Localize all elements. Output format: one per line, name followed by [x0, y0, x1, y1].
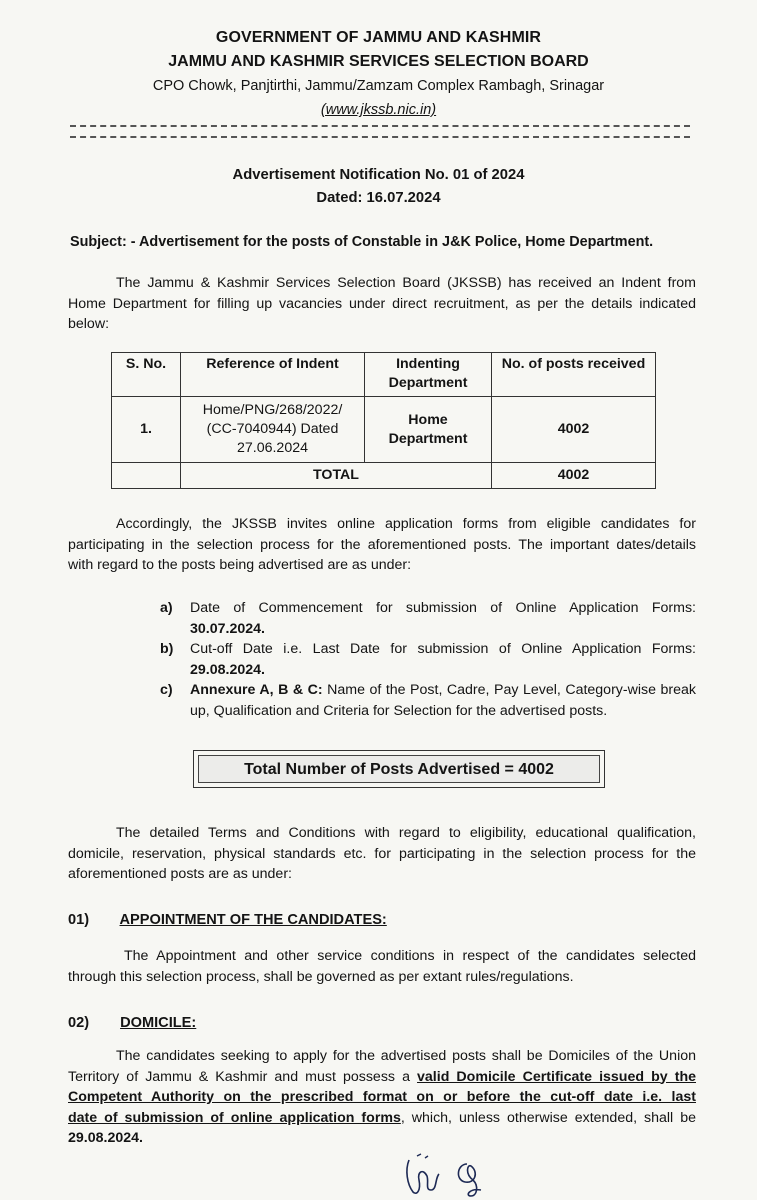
terms-paragraph — [68, 823, 696, 885]
intro-line-1: The Jammu & Kashmir Services Selection Board (JKSSB) has received an Indent from — [116, 275, 696, 291]
header-divider — [70, 125, 690, 138]
header-board: JAMMU AND KASHMIR SERVICES SELECTION BOARD — [168, 53, 589, 70]
section-02-date: 29.08.2024. — [68, 1130, 143, 1146]
header-reference: Reference of Indent — [181, 353, 365, 397]
list-item — [160, 598, 696, 639]
row-reference — [181, 397, 365, 463]
date-b-value: 29.08.2024. — [190, 661, 265, 678]
annexure-text-2: up, Qualification and Criteria for Selection for the advertised posts. — [190, 702, 608, 719]
intro-paragraph — [68, 273, 696, 335]
list-marker-b: b) — [160, 641, 174, 657]
header-department-line2: Department — [388, 375, 468, 391]
domicile-certificate-text: valid Domicile Certificate issued by the — [417, 1068, 696, 1085]
section-02-line-2a: Territory of Jammu & Kashmir and must possess a — [68, 1068, 418, 1085]
header-sno: S. No. — [112, 353, 181, 397]
header-government: GOVERNMENT OF JAMMU AND KASHMIR — [215, 29, 542, 46]
notification-date: Dated: 16.07.2024 — [316, 190, 441, 206]
section-02-number: 02) — [68, 1015, 90, 1031]
section-02-line-3: Competent Authority on the prescribed format on or before the cut-off date i.e. last — [68, 1089, 696, 1105]
intro-line-2: Home Department for filling up vacancies under direct recruitment, as per the details indicated — [68, 295, 696, 312]
section-01-number: 01) — [68, 912, 90, 928]
accordingly-line-1: Accordingly, the JKSSB invites online application forms from eligible candidates for — [116, 516, 696, 532]
terms-line-2: domicile, reservation, physical standards etc. for participating in the selection process for the — [68, 845, 696, 862]
total-posts-text: Total Number of Posts Advertised = 4002 — [198, 755, 600, 783]
row-department-line2: Department — [388, 430, 468, 447]
header-department — [365, 353, 492, 397]
accordingly-paragraph — [68, 514, 696, 576]
total-value: 4002 — [492, 463, 656, 489]
table-total-row — [112, 463, 656, 489]
section-01-heading — [68, 910, 387, 931]
total-label: TOTAL — [181, 463, 492, 489]
accordingly-line-2: participating in the selection process for the aforementioned posts. The important dates/details — [68, 536, 696, 553]
annexure-text-1: Name of the Post, Cadre, Pay Level, Category-wise break — [322, 682, 696, 698]
date-a-value: 30.07.2024. — [190, 620, 265, 637]
section-02-heading — [68, 1013, 196, 1034]
indent-table — [111, 352, 656, 489]
subject-line: Subject: - Advertisement for the posts of Constable in J&K Police, Home Department. — [70, 234, 654, 250]
row-reference-line1: Home/PNG/268/2022/ — [202, 402, 343, 418]
date-b-text: Cut-off Date i.e. Last Date for submission of Online Application Forms: — [190, 641, 696, 657]
annexure-label: Annexure A, B & C: — [190, 682, 323, 698]
date-a-text: Date of Commencement for submission of Online Application Forms: — [190, 600, 696, 616]
section-01-line-2: through this selection process, shall be governed as per extant rules/regulations. — [68, 968, 574, 985]
list-item — [160, 680, 696, 721]
header-posts: No. of posts received — [492, 353, 656, 397]
last-date-text: date of submission of online application forms — [68, 1109, 401, 1126]
section-01-title: APPOINTMENT OF THE CANDIDATES: — [119, 912, 387, 928]
table-row — [112, 397, 656, 463]
terms-line-3: aforementioned posts are as under: — [68, 866, 292, 882]
section-02-title: DOMICILE: — [120, 1015, 197, 1031]
section-01-paragraph — [68, 946, 696, 987]
total-empty-cell — [112, 463, 181, 489]
row-reference-line2: (CC-7040944) Dated — [206, 421, 339, 437]
section-01-line-1: The Appointment and other service conditions in respect of the candidates selected — [124, 948, 696, 964]
header-website: (www.jkssb.nic.in) — [320, 102, 437, 118]
header-department-line1: Indenting — [396, 356, 460, 372]
row-sno: 1. — [112, 397, 181, 463]
annexure-line-1 — [190, 680, 696, 701]
section-02-line-4 — [68, 1108, 696, 1129]
total-posts-box — [193, 750, 605, 788]
list-marker-c: c) — [160, 682, 173, 698]
section-02-line-4b: , which, unless otherwise extended, shall be — [400, 1109, 696, 1126]
section-02-line-2 — [68, 1067, 696, 1088]
intro-line-3: below: — [68, 316, 110, 332]
notification-number: Advertisement Notification No. 01 of 2024 — [232, 167, 525, 183]
row-department — [365, 397, 492, 463]
section-02-line-1: The candidates seeking to apply for the advertised posts shall be Domiciles of the Union — [116, 1048, 696, 1064]
accordingly-line-3: with regard to the posts being advertised are as under: — [68, 557, 412, 573]
list-marker-a: a) — [160, 600, 173, 616]
row-department-line1: Home — [408, 411, 448, 428]
terms-line-1: The detailed Terms and Conditions with regard to eligibility, educational qualification, — [116, 825, 696, 841]
table-header-row — [112, 353, 656, 397]
row-posts: 4002 — [492, 397, 656, 463]
signature-icon — [395, 1150, 505, 1200]
section-02-paragraph — [68, 1046, 696, 1149]
row-reference-line3: 27.06.2024 — [236, 440, 308, 456]
list-item — [160, 639, 696, 680]
dates-list — [160, 598, 696, 721]
header-address: CPO Chowk, Panjtirthi, Jammu/Zamzam Complex Rambagh, Srinagar — [152, 78, 605, 94]
